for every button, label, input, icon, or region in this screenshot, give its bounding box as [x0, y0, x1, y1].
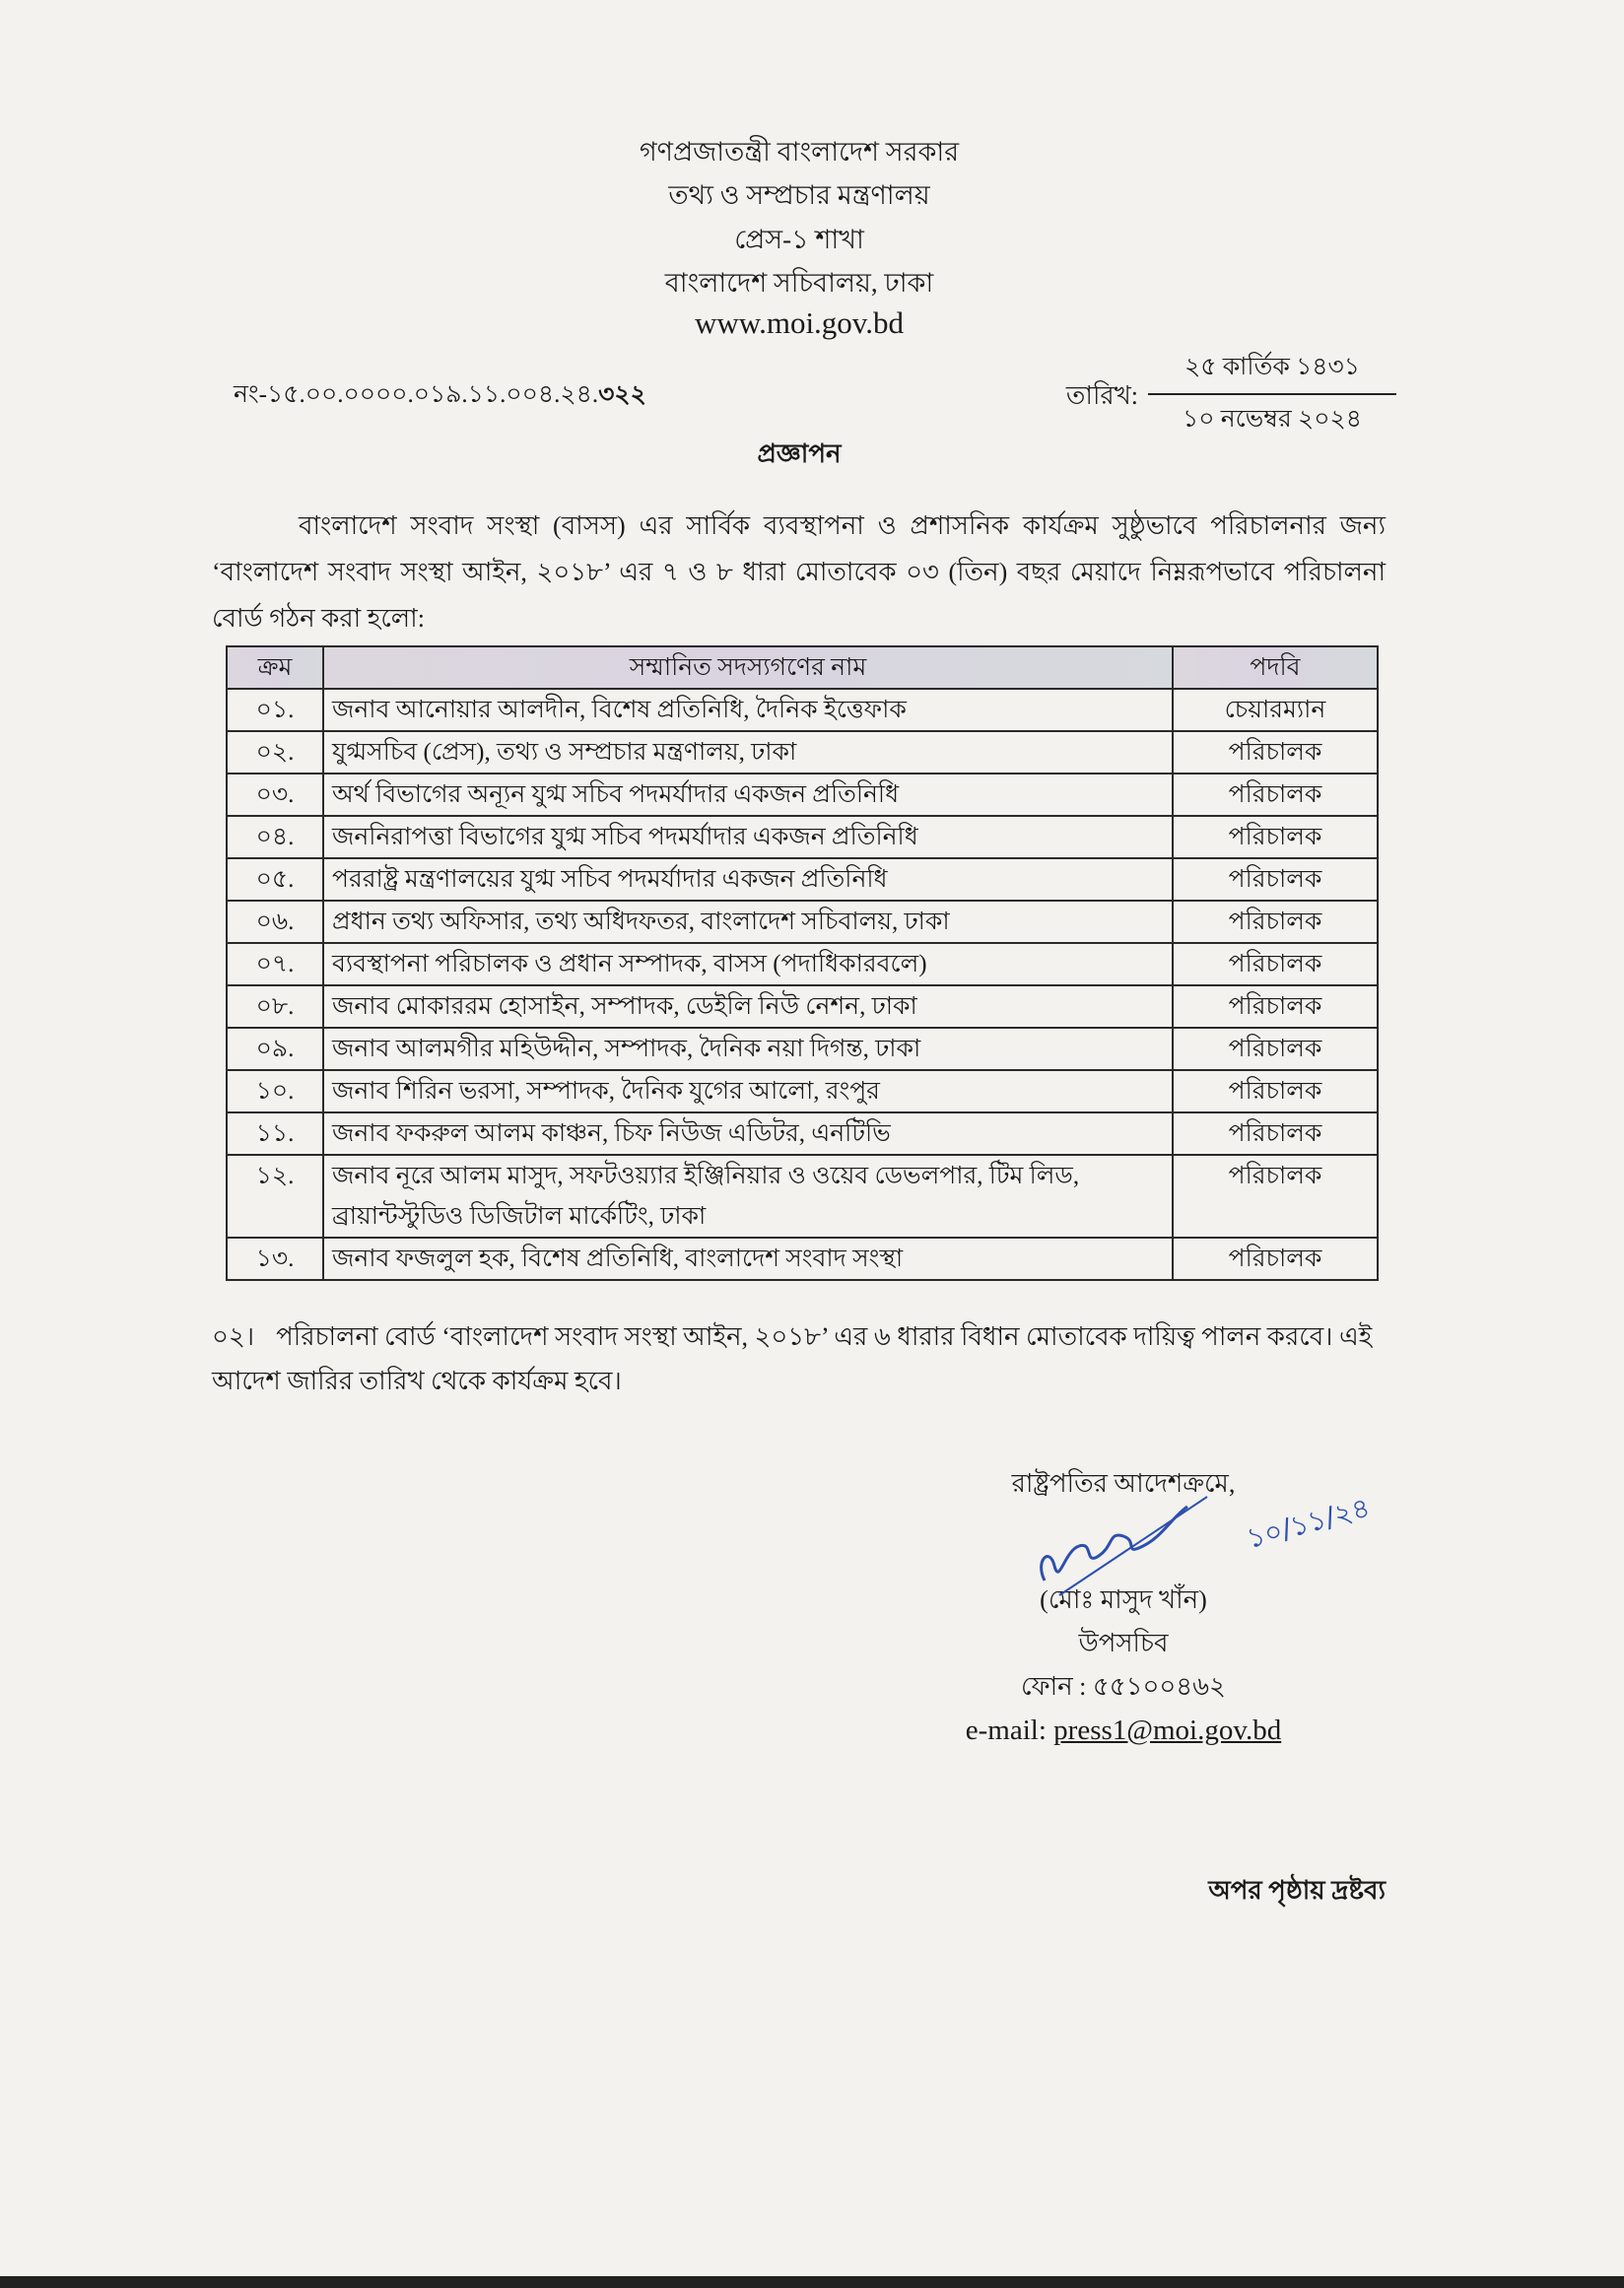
- paragraph-text: পরিচালনা বোর্ড ‘বাংলাদেশ সংবাদ সংস্থা আইন, ২০১৮’ এর ৬ ধারার বিধান মোতাবেক দায়িত্ব পালন করবে। এই আদেশ জারির তারিখ থেকে কার্যক্রম হবে।: [212, 1322, 1373, 1395]
- table-row: [227, 901, 1378, 943]
- paragraph-02: [212, 1314, 1386, 1403]
- by-order-text: রাষ্ট্রপতির আদেশক্রমে,: [1011, 1469, 1236, 1498]
- member-name: জনাব ফজলুল হক, বিশেষ প্রতিনিধি, বাংলাদেশ সংবাদ সংস্থা: [323, 1238, 1173, 1280]
- table-row: [227, 1070, 1378, 1112]
- row-serial: ০৬.: [227, 901, 323, 943]
- document-body: [212, 503, 1386, 1914]
- member-name: প্রধান তথ্য অফিসার, তথ্য অধিদফতর, বাংলাদেশ সচিবালয়, ঢাকা: [323, 901, 1173, 943]
- member-position: পরিচালক: [1173, 858, 1378, 901]
- table-row: [227, 774, 1378, 816]
- reference-number-bold: ৩২২: [598, 381, 646, 408]
- date-bangla: ২৫ কার্তিক ১৪৩১: [1148, 347, 1396, 395]
- header-name: সম্মানিত সদস্যগণের নাম: [323, 646, 1173, 689]
- member-name: জননিরাপত্তা বিভাগের যুগ্ম সচিব পদমর্যাদার একজন প্রতিনিধি: [323, 816, 1173, 858]
- row-serial: ০২.: [227, 731, 323, 774]
- member-position: পরিচালক: [1173, 943, 1378, 985]
- notification-title: প্রজ্ঞাপন: [757, 439, 842, 468]
- row-serial: ১১.: [227, 1112, 323, 1155]
- govt-name: গণপ্রজাতন্ত্রী বাংলাদেশ সরকার: [639, 137, 960, 167]
- member-name: পররাষ্ট্র মন্ত্রণালয়ের যুগ্ম সচিব পদমর্যাদার একজন প্রতিনিধি: [323, 858, 1173, 901]
- office-address: বাংলাদেশ সচিবালয়, ঢাকা: [664, 268, 934, 298]
- table-row: [227, 816, 1378, 858]
- row-serial: ০৮.: [227, 985, 323, 1028]
- member-position: পরিচালক: [1173, 1112, 1378, 1155]
- signatory-designation: উপসচিব: [1078, 1629, 1169, 1657]
- row-serial: ০৫.: [227, 858, 323, 901]
- member-name: জনাব আলমগীর মহিউদ্দীন, সম্পাদক, দৈনিক নয়া দিগন্ত, ঢাকা: [323, 1028, 1173, 1070]
- member-name: যুগ্মসচিব (প্রেস), তথ্য ও সম্প্রচার মন্ত্রণালয়, ঢাকা: [323, 731, 1173, 774]
- row-serial: ১০.: [227, 1070, 323, 1112]
- table-row: [227, 731, 1378, 774]
- date-label: তারিখ:: [1065, 381, 1138, 410]
- member-position: চেয়ারম্যান: [1173, 689, 1378, 731]
- member-position: পরিচালক: [1173, 901, 1378, 943]
- member-position: পরিচালক: [1173, 1238, 1378, 1280]
- signatory-phone: ফোন : ৫৫১০০৪৬২: [1021, 1672, 1226, 1701]
- table-row: [227, 1238, 1378, 1280]
- date-block: [1148, 347, 1396, 441]
- row-serial: ০৩.: [227, 774, 323, 816]
- table-row: [227, 689, 1378, 731]
- row-serial: ০১.: [227, 689, 323, 731]
- reference-number: [234, 374, 646, 417]
- member-name: জনাব ফকরুল আলম কাঞ্চন, চিফ নিউজ এডিটর, এনটিভি: [323, 1112, 1173, 1155]
- row-serial: ১২.: [227, 1155, 323, 1238]
- website-link[interactable]: www.moi.gov.bd: [694, 305, 905, 340]
- member-name: জনাব আনোয়ার আলদীন, বিশেষ প্রতিনিধি, দৈনিক ইত্তেফাক: [323, 689, 1173, 731]
- member-position: পরিচালক: [1173, 1070, 1378, 1112]
- signature-date: ১০/১১/২৪: [1243, 1491, 1374, 1555]
- member-name: জনাব শিরিন ভরসা, সম্পাদক, দৈনিক যুগের আলো, রংপুর: [323, 1070, 1173, 1112]
- table-row: [227, 1028, 1378, 1070]
- signatory-name: (মোঃ মাসুদ খাঁন): [1040, 1585, 1207, 1614]
- row-serial: ০৭.: [227, 943, 323, 985]
- overleaf-note: অপর পৃষ্ঠায় দ্রষ্টব্য: [1208, 1876, 1386, 1905]
- table-row: [227, 943, 1378, 985]
- member-name: ব্যবস্থাপনা পরিচালক ও প্রধান সম্পাদক, বাসস (পদাধিকারবলে): [323, 943, 1173, 985]
- intro-paragraph: বাংলাদেশ সংবাদ সংস্থা (বাসস) এর সার্বিক ব্যবস্থাপনা ও প্রশাসনিক কার্যক্রম সুষ্ঠুভাবে পরিচালনার জন্য ‘বাংলাদেশ সংবাদ সংস্থা আইন, ২০১৮’ এর ৭ ও ৮ ধারা মোতাবেক ০৩ (তিন) বছর মেয়াদে নিম্নরূপভাবে পরিচালনা বোর্ড গঠন করা হলো:: [212, 511, 1386, 633]
- email-link[interactable]: press1@moi.gov.bd: [1053, 1715, 1282, 1746]
- signature-icon: [1025, 1492, 1242, 1600]
- member-position: পরিচালক: [1173, 1028, 1378, 1070]
- section-name: প্রেস-১ শাখা: [734, 225, 864, 254]
- header-position: পদবি: [1173, 646, 1378, 689]
- table-header-row: [227, 646, 1378, 689]
- table-row: [227, 1155, 1378, 1238]
- member-position: পরিচালক: [1173, 816, 1378, 858]
- row-serial: ১৩.: [227, 1238, 323, 1280]
- member-name: অর্থ বিভাগের অন্যূন যুগ্ম সচিব পদমর্যাদার একজন প্রতিনিধি: [323, 774, 1173, 816]
- table-row: [227, 1112, 1378, 1155]
- ministry-name: তথ্য ও সম্প্রচার মন্ত্রণালয়: [668, 180, 930, 210]
- board-members-table: [226, 645, 1379, 1281]
- signature-area: [926, 1491, 1374, 1579]
- member-name: জনাব মোকাররম হোসাইন, সম্পাদক, ডেইলি নিউ নেশন, ঢাকা: [323, 985, 1173, 1028]
- row-serial: ০৪.: [227, 816, 323, 858]
- table-row: [227, 985, 1378, 1028]
- member-name: জনাব নূরে আলম মাসুদ, সফটওয়্যার ইঞ্জিনিয়ার ও ওয়েব ডেভলপার, টিম লিড, ব্রায়ান্টস্টুডিও ডিজিটাল মার্কেটিং, ঢাকা: [323, 1155, 1173, 1238]
- date-gregorian: ১০ নভেম্বর ২০২৪: [1182, 406, 1363, 433]
- member-position: পরিচালক: [1173, 731, 1378, 774]
- scan-edge: [0, 2276, 1624, 2288]
- row-serial: ০৯.: [227, 1028, 323, 1070]
- signatory-email: [926, 1709, 1320, 1752]
- table-row: [227, 858, 1378, 901]
- member-position: পরিচালক: [1173, 774, 1378, 816]
- member-position: পরিচালক: [1173, 1155, 1378, 1238]
- reference-prefix: নং-১৫.০০.০০০০.০১৯.১১.০০৪.২৪.: [234, 381, 599, 408]
- signature-block: [926, 1462, 1374, 1752]
- paragraph-number: ০২।: [212, 1322, 255, 1351]
- email-label: e-mail:: [965, 1715, 1054, 1746]
- header-serial: ক্রম: [227, 646, 323, 689]
- member-position: পরিচালক: [1173, 985, 1378, 1028]
